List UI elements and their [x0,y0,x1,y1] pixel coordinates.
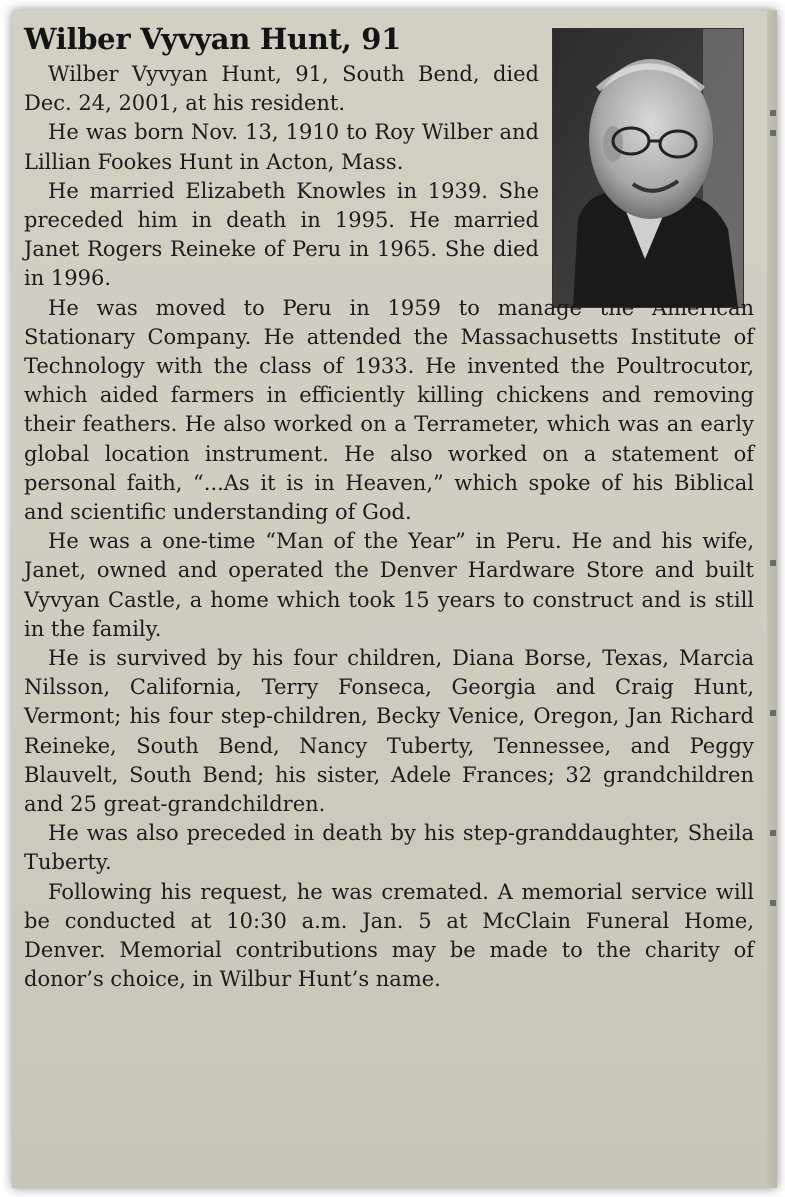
print-mark [770,130,776,136]
print-mark [770,560,776,566]
obituary-paragraph: He married Elizabeth Knowles in 1939. She preceded him in death in 1995. He married Janet Rogers Reineke of Peru in 1965. She died in 1996. [24,178,539,291]
newspaper-clipping [12,10,777,1188]
print-mark [770,830,776,836]
adjacent-column-edge [767,10,777,1188]
print-mark [770,110,776,116]
print-mark [770,900,776,906]
obituary-paragraph: He was also preceded in death by his step-granddaughter, Sheila Tuberty. [24,821,754,875]
obituary-paragraph: He is survived by his four children, Diana Borse, Texas, Marcia Nilsson, California, Terry Fonseca, Georgia and Craig Hunt, Vermont; his four step-children, Becky Venice, Oregon, Jan Richard Reineke, South Bend, Nancy Tuberty, Tennessee, and Peggy Blauvelt, South Bend; his sister, Adele Frances; 32 grandchildren and 25 great-grandchildren. [24,646,754,817]
obituary-paragraph: He was born Nov. 13, 1910 to Roy Wilber and Lillian Fookes Hunt in Acton, Mass. [24,120,539,174]
obituary-paragraph: Wilber Vyvyan Hunt, 91, South Bend, died Dec. 24, 2001, at his resident. [24,62,539,116]
obituary-headline: Wilber Vyvyan Hunt, 91 [24,22,401,56]
obituary-paragraph: He was a one-time “Man of the Year” in Peru. He and his wife, Janet, owned and operated the Denver Hardware Store and built Vyvyan Castle, a home which took 15 years to construct and is still in the family. [24,529,754,641]
obituary-paragraph: He was moved to Peru in 1959 to manage the American Stationary Company. He attended the Massachusetts Institute of Technology with the class of 1933. He invented the Poultrocutor, which aided farmers in efficiently killing chickens and removing their feathers. He also worked on a Terrameter, which was an early global location instrument. He also worked on a statement of personal faith, “...As it is in Heaven,” which spoke of his Biblical and scientific understanding of God. [24,295,754,525]
obituary-body [24,60,754,995]
print-mark [770,710,776,716]
obituary-paragraph: Following his request, he was cremated. A memorial service will be conducted at 10:30 a.m. Jan. 5 at McClain Funeral Home, Denver. Memorial contributions may be made to the charity of donor’s choice, in Wilbur Hunt’s name. [24,879,754,992]
